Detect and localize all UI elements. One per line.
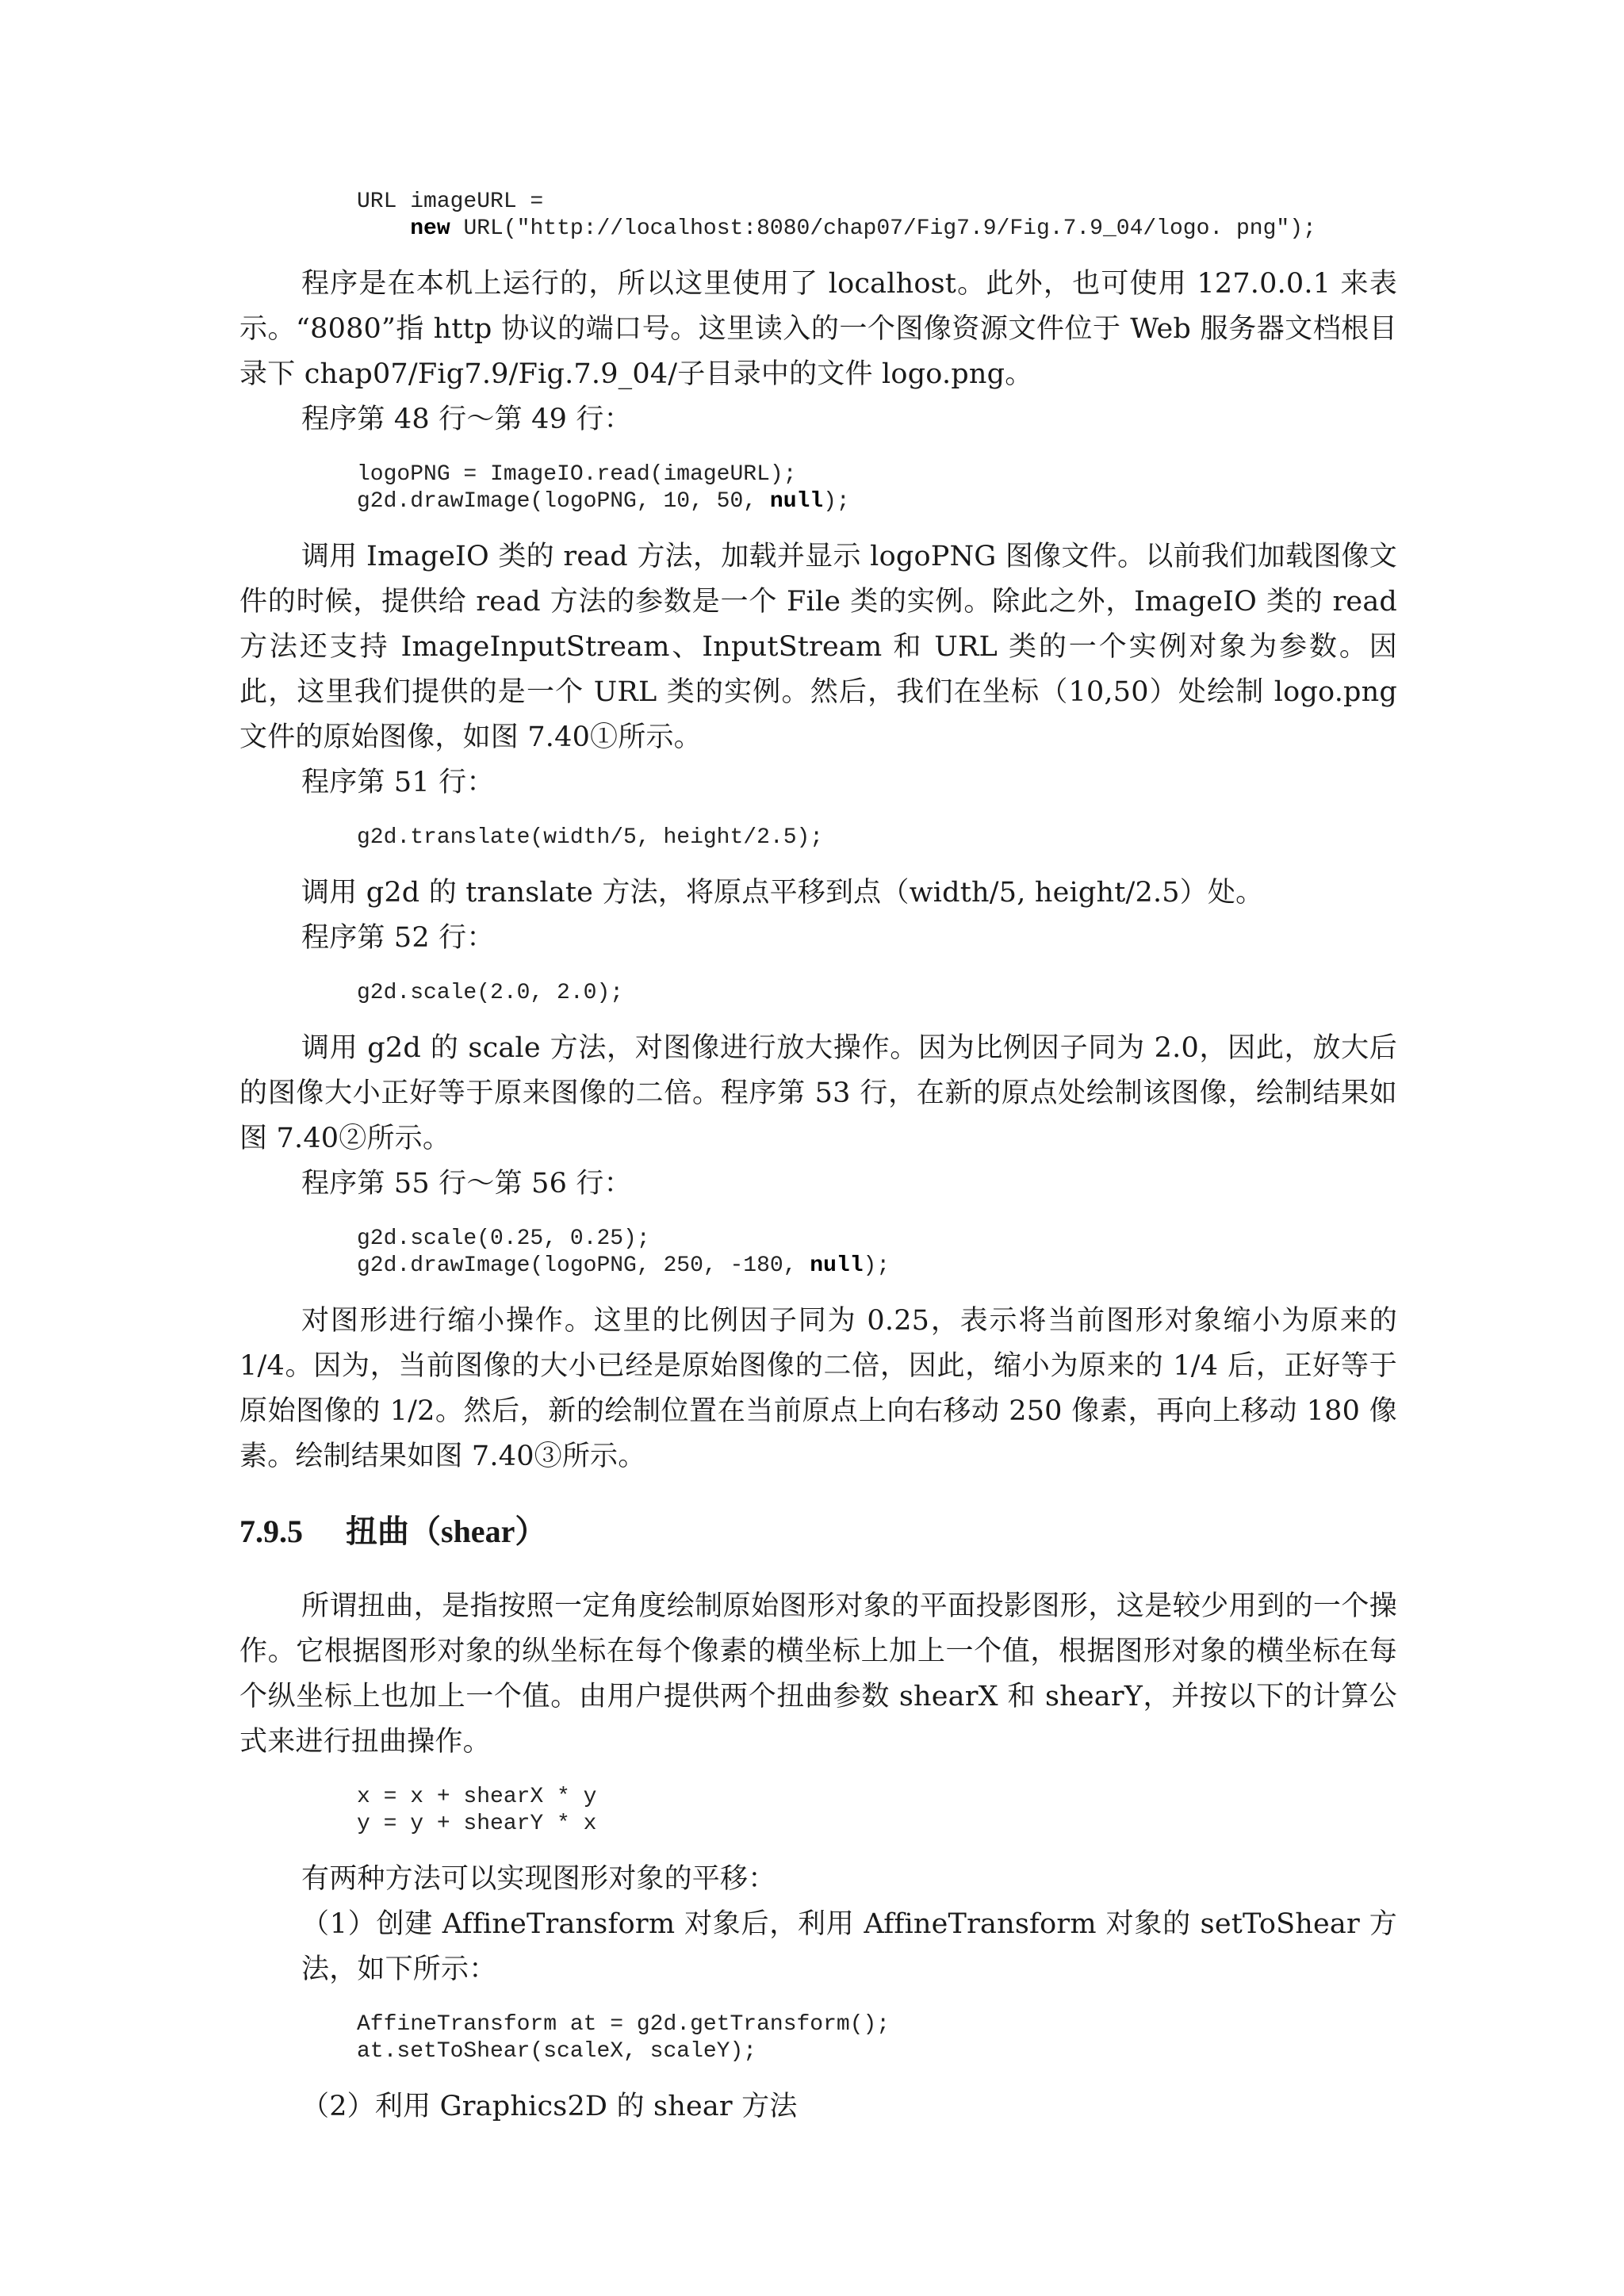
section-heading	[239, 1508, 1397, 1556]
list-item-method-2: （2）利用 Graphics2D 的 shear 方法	[301, 2091, 798, 2122]
line-ref-52: 程序第 52 行：	[301, 922, 495, 954]
paragraph-scale-up: 调用 g2d 的 scale 方法，对图像进行放大操作。因为比例因子同为 2.0，因此，放大后的图像大小正好等于原来图像的二倍。程序第 53 行，在新的原点处绘制该图像，绘制结果如图 7.40②所示。	[239, 1032, 1397, 1154]
code-keyword-null: null	[810, 1253, 864, 1278]
line-ref-48-49: 程序第 48 行～第 49 行：	[301, 404, 632, 435]
paragraph-two-methods: 有两种方法可以实现图形对象的平移：	[301, 1863, 776, 1895]
code-keyword-null: null	[769, 489, 824, 514]
code-line: g2d.scale(0.25, 0.25);	[357, 1226, 650, 1251]
code-line: new URL("http://localhost:8080/chap07/Fig7.9/Fig.7.9_04/logo. png");	[410, 216, 1316, 241]
code-line: g2d.scale(2.0, 2.0);	[357, 981, 624, 1005]
paragraph-imageio-read: 调用 ImageIO 类的 read 方法，加载并显示 logoPNG 图像文件。以前我们加载图像文件的时候，提供给 read 方法的参数是一个 File 类的实例。除此之外，ImageIO 类的 read 方法还支持 ImageInputStream、InputStream 和 URL 类的一个实例对象为参数。因此，这里我们提供的是一个 URL 类的实例。然后，我们在坐标（10,50）处绘制 logo.png 文件的原始图像，如图 7.40①所示。	[239, 541, 1397, 753]
code-block-scale-down	[357, 1226, 1397, 1280]
paragraph-localhost: 程序是在本机上运行的，所以这里使用了 localhost。此外，也可使用 127.0.0.1 来表示。“8080”指 http 协议的端口号。这里读入的一个图像资源文件位于 Web 服务器文档根目录下 chap07/Fig7.9/Fig.7.9_04/子目录中的文件 logo.png。	[239, 268, 1397, 390]
line-ref-55-56: 程序第 55 行～第 56 行：	[301, 1168, 632, 1200]
paragraph-shear-intro: 所谓扭曲，是指按照一定角度绘制原始图形对象的平面投影图形，这是较少用到的一个操作。它根据图形对象的纵坐标在每个像素的横坐标上加上一个值，根据图形对象的横坐标在每个纵坐标上也加上一个值。由用户提供两个扭曲参数 shearX 和 shearY，并按以下的计算公式来进行扭曲操作。	[239, 1590, 1397, 1758]
code-line: g2d.drawImage(logoPNG, 250, -180, null);	[357, 1253, 891, 1278]
code-block-shear-formula	[357, 1784, 1397, 1838]
code-line: y = y + shearY * x	[357, 1812, 597, 1836]
code-line: AffineTransform at = g2d.getTransform();	[357, 2012, 891, 2037]
section-title: 扭曲（shear）	[346, 1513, 547, 1549]
code-keyword-new: new	[410, 216, 450, 241]
code-line: g2d.drawImage(logoPNG, 10, 50, null);	[357, 489, 850, 514]
code-block-image-url	[357, 189, 1397, 243]
code-block-translate	[357, 825, 1397, 851]
code-block-set-to-shear	[357, 2011, 1397, 2065]
code-line: at.setToShear(scaleX, scaleY);	[357, 2039, 757, 2064]
list-item-method-1: （1）创建 AffineTransform 对象后，利用 AffineTransform 对象的 setToShear 方法，如下所示：	[301, 1908, 1397, 1985]
code-line: g2d.translate(width/5, height/2.5);	[357, 825, 824, 850]
code-line: logoPNG = ImageIO.read(imageURL);	[357, 462, 797, 487]
line-ref-51: 程序第 51 行：	[301, 767, 495, 798]
section-number: 7.9.5	[239, 1513, 303, 1549]
paragraph-scale-down: 对图形进行缩小操作。这里的比例因子同为 0.25，表示将当前图形对象缩小为原来的 1/4。因为，当前图像的大小已经是原始图像的二倍，因此，缩小为原来的 1/4 后，正好等于原始图像的 1/2。然后，新的绘制位置在当前原点上向右移动 250 像素，再向上移动 180 像素。绘制结果如图 7.40③所示。	[239, 1305, 1397, 1472]
code-line: URL imageURL =	[357, 189, 544, 214]
code-block-scale-up	[357, 980, 1397, 1007]
code-block-read-image	[357, 461, 1397, 515]
paragraph-translate: 调用 g2d 的 translate 方法，将原点平移到点（width/5, height/2.5）处。	[301, 877, 1264, 909]
page-content	[239, 189, 1397, 2130]
code-line: x = x + shearX * y	[357, 1785, 597, 1809]
